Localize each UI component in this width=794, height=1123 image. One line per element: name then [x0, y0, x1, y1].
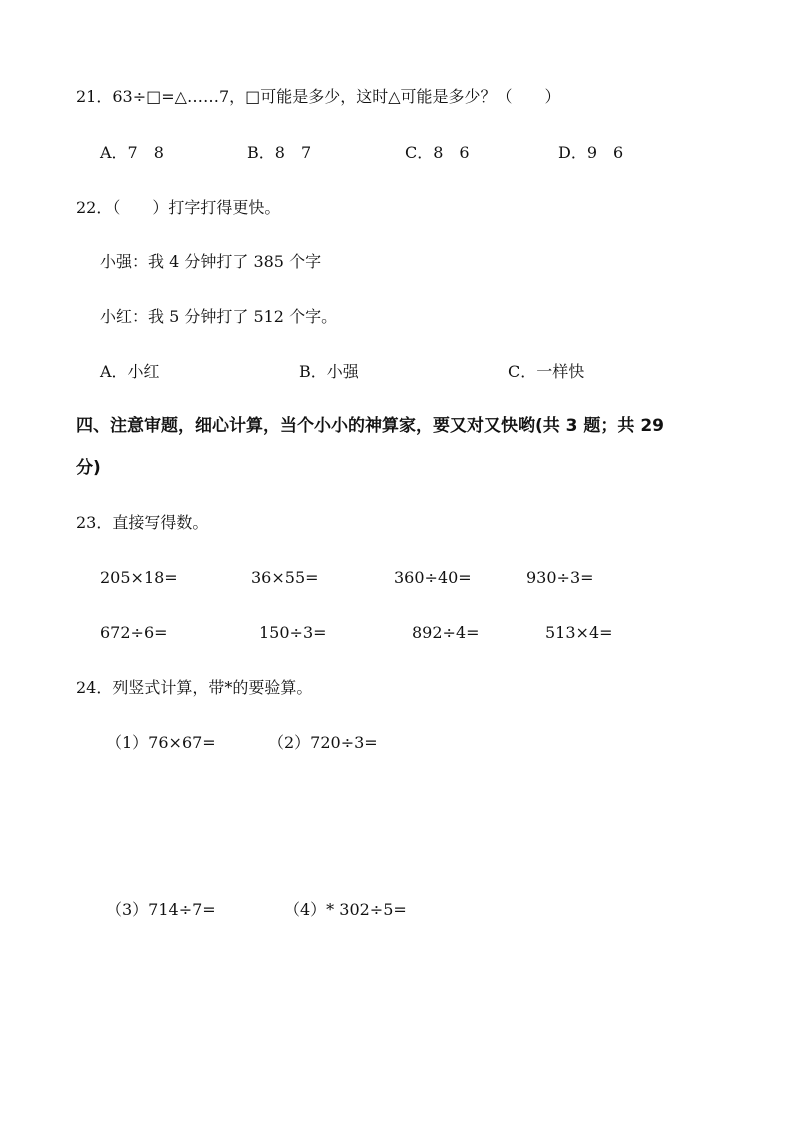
q22-statement-xiaoqiang: 小强：我 4 分钟打了 385 个字 — [100, 252, 322, 271]
q21-option-b: B．8 7 — [247, 143, 312, 162]
q23-stem: 23．直接写得数。 — [76, 513, 209, 532]
q23-item-3: 360÷40= — [394, 568, 472, 587]
q23-item-7: 892÷4= — [412, 623, 480, 642]
q22-stem: 22．（ ）打字打得更快。 — [76, 198, 281, 217]
q23-item-1: 205×18= — [100, 568, 178, 587]
q23-item-6: 150÷3= — [259, 623, 327, 642]
q24-item-4: （4）* 302÷5= — [284, 900, 407, 919]
q21-option-d: D．9 6 — [558, 143, 624, 162]
q22-option-b: B．小强 — [299, 362, 359, 381]
q21-option-c: C．8 6 — [405, 143, 470, 162]
q24-stem: 24．列竖式计算，带*的要验算。 — [76, 678, 313, 697]
q22-option-a: A．小红 — [100, 362, 160, 381]
section4-title: 四、注意审题，细心计算，当个小小的神算家，要又对又快哟(共 3 题；共 29 — [76, 416, 665, 436]
q24-item-3: （3）714÷7= — [106, 900, 216, 919]
q23-item-2: 36×55= — [251, 568, 319, 587]
q24-item-2: （2）720÷3= — [268, 733, 378, 752]
q22-option-c: C．一样快 — [508, 362, 585, 381]
q21-stem: 21．63÷□=△……7，□可能是多少，这时△可能是多少？（ ） — [76, 87, 561, 106]
q23-item-8: 513×4= — [545, 623, 613, 642]
q21-option-a: A．7 8 — [100, 143, 164, 162]
q24-item-1: （1）76×67= — [106, 733, 216, 752]
q23-item-5: 672÷6= — [100, 623, 168, 642]
q22-statement-xiaohong: 小红：我 5 分钟打了 512 个字。 — [100, 307, 338, 326]
q23-item-4: 930÷3= — [526, 568, 594, 587]
section4-title-continued: 分) — [76, 458, 101, 478]
